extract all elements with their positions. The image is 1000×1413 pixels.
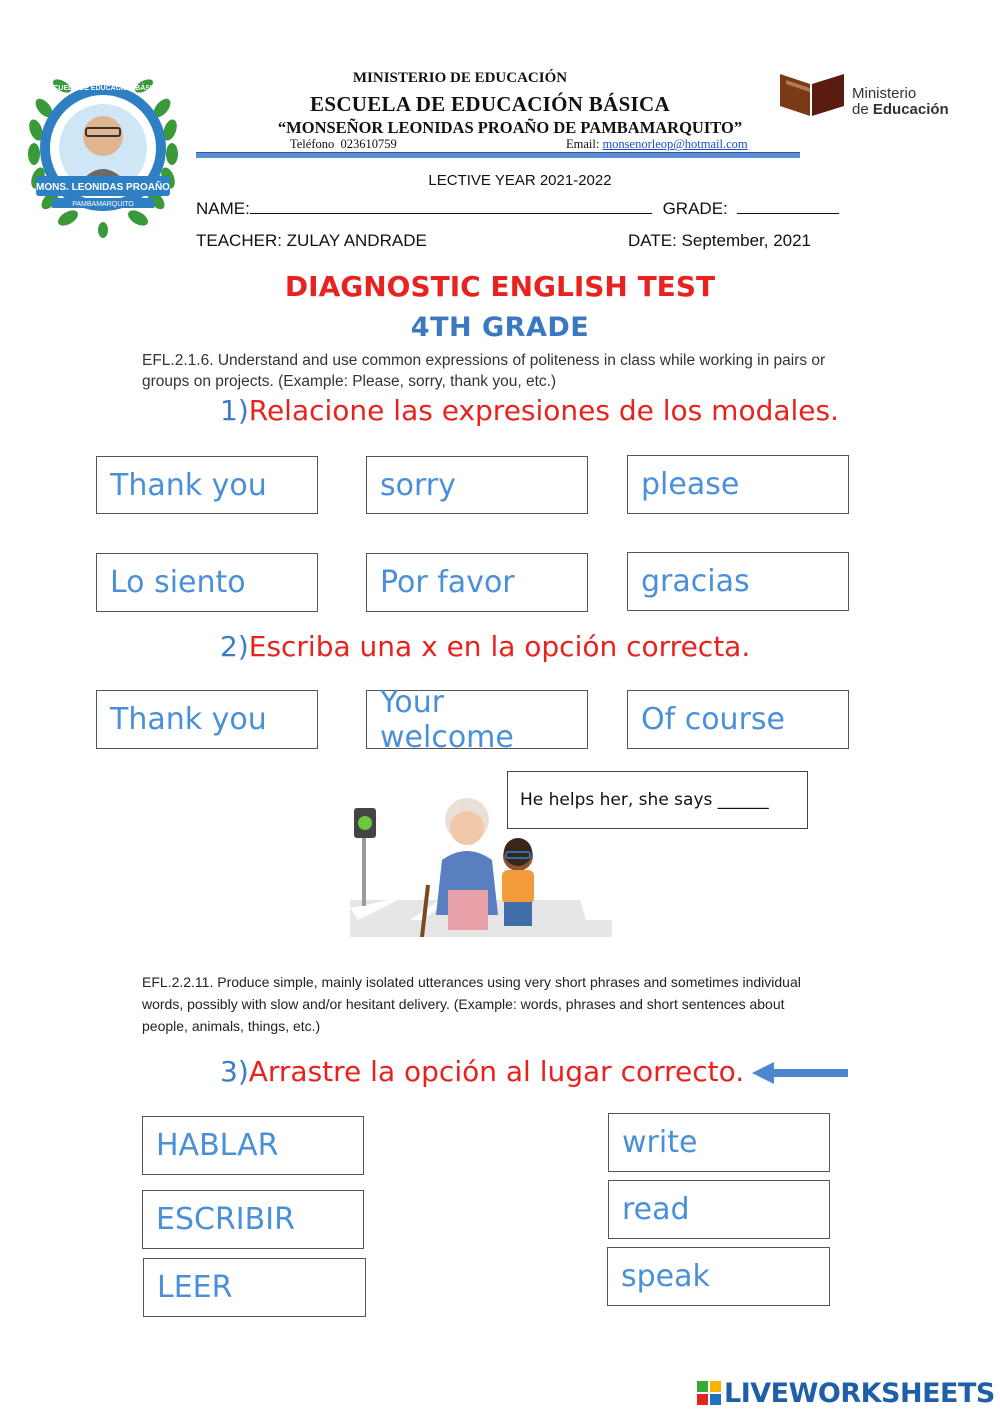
book-icon [776,70,848,120]
name-label: NAME: [196,199,250,218]
phone-number: 023610759 [340,137,397,151]
phone-info [290,137,397,152]
test-title: DIAGNOSTIC ENGLISH TEST [284,270,716,303]
ministry-line: MINISTERIO DE EDUCACIÓN [352,70,568,86]
school-logo-ring-text: ESCUELA DE EDUCACIÓN BÁSICA [44,85,162,92]
lective-year: LECTIVE YEAR 2021-2022 [428,172,612,189]
q3-target[interactable]: HABLAR [142,1116,364,1175]
q1-option[interactable]: sorry [366,456,588,514]
liveworksheets-brand: LIVEWORKSHEETS [724,1377,995,1409]
q3-draggable[interactable]: write [608,1113,830,1172]
q2-option[interactable]: Your welcome [366,690,588,749]
name-field [196,195,839,219]
arrow-left-icon [752,1060,850,1086]
q1-option[interactable]: Thank you [96,456,318,514]
q1-text: Relacione las expresiones de los modales. [248,394,840,427]
q3-draggable[interactable]: read [608,1180,830,1239]
q2-instruction [220,630,750,663]
header-divider [196,152,800,158]
q1-number: 1) [220,394,249,427]
q3-instruction [220,1055,744,1088]
q2-option[interactable]: Of course [627,690,849,749]
q3-target[interactable]: LEER [143,1258,366,1317]
email-info [566,137,748,152]
school-name: “MONSEÑOR LEONIDAS PROAÑO DE PAMBAMARQUITO” [277,118,743,137]
q2-text: Escriba una x en la opción correcta. [248,630,751,663]
q3-text: Arrastre la opción al lugar correcto. [248,1055,745,1088]
ministry-logo [776,70,966,126]
q1-option[interactable]: please [627,455,849,514]
liveworksheets-icon [697,1381,721,1405]
efl-objective-1: EFL.2.1.6. Understand and use common expressions of politeness in class while working in pairs or groups on projects. (Example: Please, sorry, thank you, etc.) [142,352,826,390]
ministry-logo-line1: Ministerio [852,85,917,102]
email-link[interactable]: monsenorleop@hotmail.com [602,137,748,151]
date-info: DATE: September, 2021 [628,231,812,250]
grade-line[interactable] [737,195,839,214]
efl-objective-2: EFL.2.2.11. Produce simple, mainly isolated utterances using very short phrases and sometimes individual words, possibly with slow and/or hesitant delivery. (Example: words, phrases and short sentences about people, animals, things, etc.) [142,974,801,1034]
speech-bubble: He helps her, she says ______ [507,771,808,829]
q3-draggable[interactable]: speak [607,1247,830,1306]
email-label: Email: [566,137,600,151]
name-line[interactable] [250,195,652,214]
q2-number: 2) [220,630,249,663]
ministry-logo-line2: de Educación [852,101,949,118]
q3-target[interactable]: ESCRIBIR [142,1190,364,1249]
phone-label: Teléfono [290,137,335,151]
crossing-illustration [350,790,612,937]
school-logo-motto: PAMBAMARQUITO [72,201,134,208]
liveworksheets-logo [697,1376,997,1410]
q1-option[interactable]: gracias [627,552,849,611]
q2-option[interactable]: Thank you [96,690,318,749]
school-logo [22,68,184,238]
school-type: ESCUELA DE EDUCACIÓN BÁSICA [310,92,670,116]
grade-title: 4TH GRADE [410,312,590,343]
q1-option[interactable]: Lo siento [96,553,318,612]
q1-option[interactable]: Por favor [366,553,588,612]
q3-number: 3) [220,1055,249,1088]
q1-instruction [220,394,839,427]
school-logo-text: MONS. LEONIDAS PROAÑO [36,182,170,193]
teacher-info: TEACHER: ZULAY ANDRADE [196,231,427,250]
grade-label: GRADE: [662,199,728,218]
